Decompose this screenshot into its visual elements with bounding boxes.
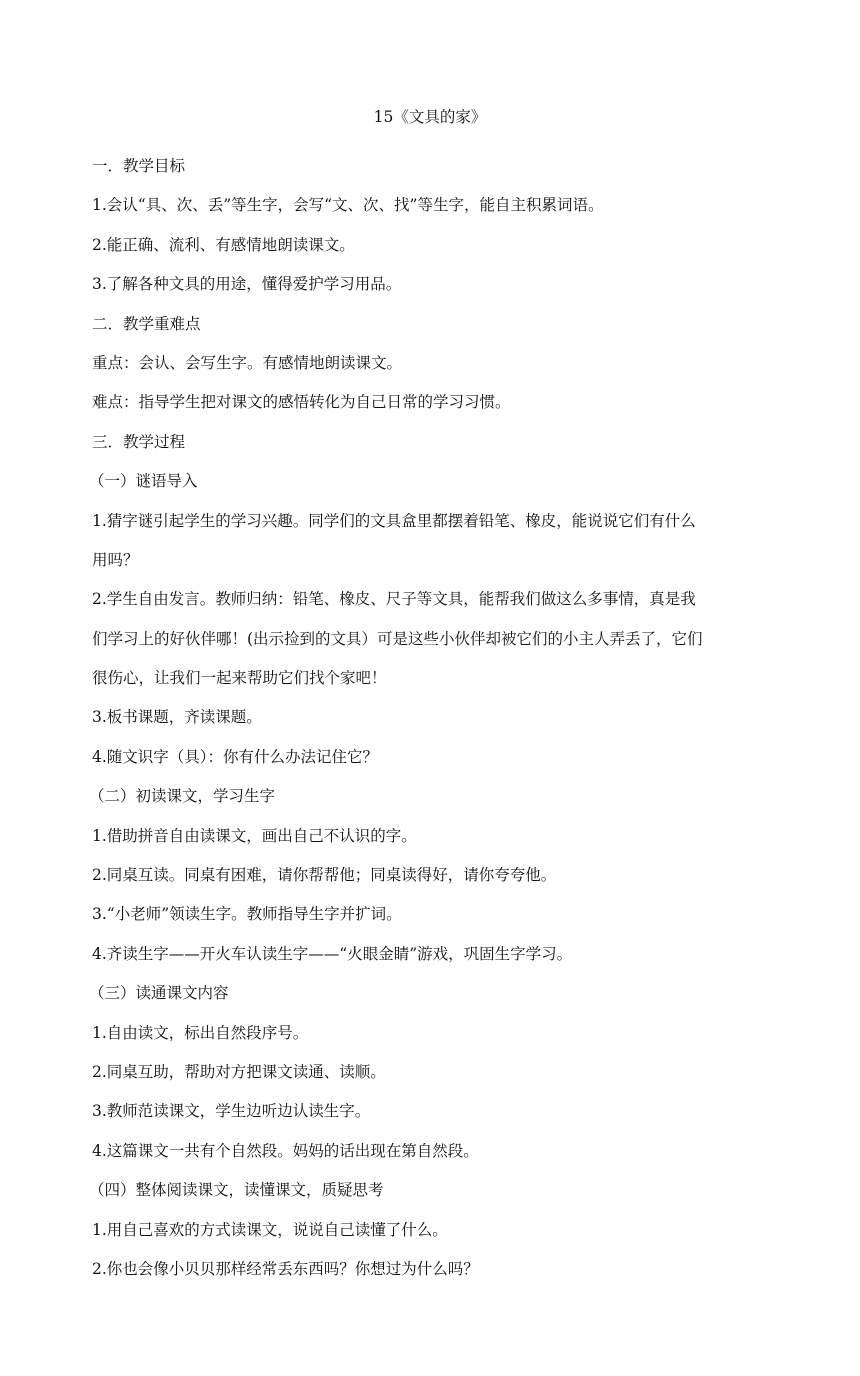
subsection-heading: （三）读通课文内容 bbox=[89, 984, 229, 1003]
body-line: 3.板书课题，齐读课题。 bbox=[92, 708, 262, 727]
body-line: 1.会认“具、次、丢”等生字，会写“文、次、找”等生字，能自主积累词语。 bbox=[92, 196, 604, 215]
document-title: 15《文具的家》 bbox=[373, 108, 487, 126]
body-line: 2.同桌互助，帮助对方把课文读通、读顺。 bbox=[92, 1062, 386, 1081]
document-body bbox=[89, 147, 782, 1289]
subsection-heading: （一）谜语导入 bbox=[89, 472, 198, 491]
body-line: 3.了解各种文具的用途，懂得爱护学习用品。 bbox=[92, 275, 402, 294]
body-line: 1.自由读文，标出自然段序号。 bbox=[92, 1023, 309, 1042]
subsection-heading: （四）整体阅读课文，读懂课文，质疑思考 bbox=[89, 1181, 384, 1200]
section-heading: 三．教学过程 bbox=[92, 432, 186, 451]
subsection-heading: （二）初读课文，学习生字 bbox=[89, 787, 276, 806]
body-line: 1.借助拼音自由读课文，画出自己不认识的字。 bbox=[92, 826, 417, 845]
body-line: 用吗？ bbox=[92, 550, 139, 569]
body-line: 2.同桌互读。同桌有困难，请你帮帮他；同桌读得好，请你夸夸他。 bbox=[92, 866, 557, 885]
body-line: 2.能正确、流利、有感情地朗读课文。 bbox=[92, 235, 355, 254]
body-line: 3.“小老师”领读生字。教师指导生字并扩词。 bbox=[92, 905, 402, 924]
body-line: 1.用自己喜欢的方式读课文，说说自己读懂了什么。 bbox=[92, 1220, 448, 1239]
body-line: 1.猜字谜引起学生的学习兴趣。同学们的文具盒里都摆着铅笔、橡皮，能说说它们有什么 bbox=[92, 511, 696, 530]
body-line: 4.随文识字（具）：你有什么办法记住它？ bbox=[92, 747, 379, 766]
section-heading: 一．教学目标 bbox=[92, 157, 186, 175]
body-line: 2.学生自由发言。教师归纳：铅笔、橡皮、尺子等文具，能帮我们做这么多事情，真是我 bbox=[92, 590, 696, 609]
body-line: 们学习上的好伙伴哪！(出示捡到的文具）可是这些小伙伴却被它们的小主人弄丢了，它们 bbox=[92, 629, 703, 648]
body-line: 4.这篇课文一共有个自然段。妈妈的话出现在第自然段。 bbox=[92, 1141, 479, 1160]
body-line: 2.你也会像小贝贝那样经常丢东西吗？你想过为什么吗？ bbox=[92, 1259, 479, 1278]
section-heading: 二．教学重难点 bbox=[92, 314, 201, 333]
body-line: 重点：会认、会写生字。有感情地朗读课文。 bbox=[92, 353, 403, 372]
body-line: 3.教师范读课文，学生边听边认读生字。 bbox=[92, 1102, 371, 1121]
body-line: 4.齐读生字——开火车认读生字——“火眼金睛”游戏，巩固生字学习。 bbox=[92, 944, 573, 963]
body-line: 很伤心，让我们一起来帮助它们找个家吧！ bbox=[92, 669, 387, 688]
body-line: 难点：指导学生把对课文的感悟转化为自己日常的学习习惯。 bbox=[92, 393, 511, 412]
